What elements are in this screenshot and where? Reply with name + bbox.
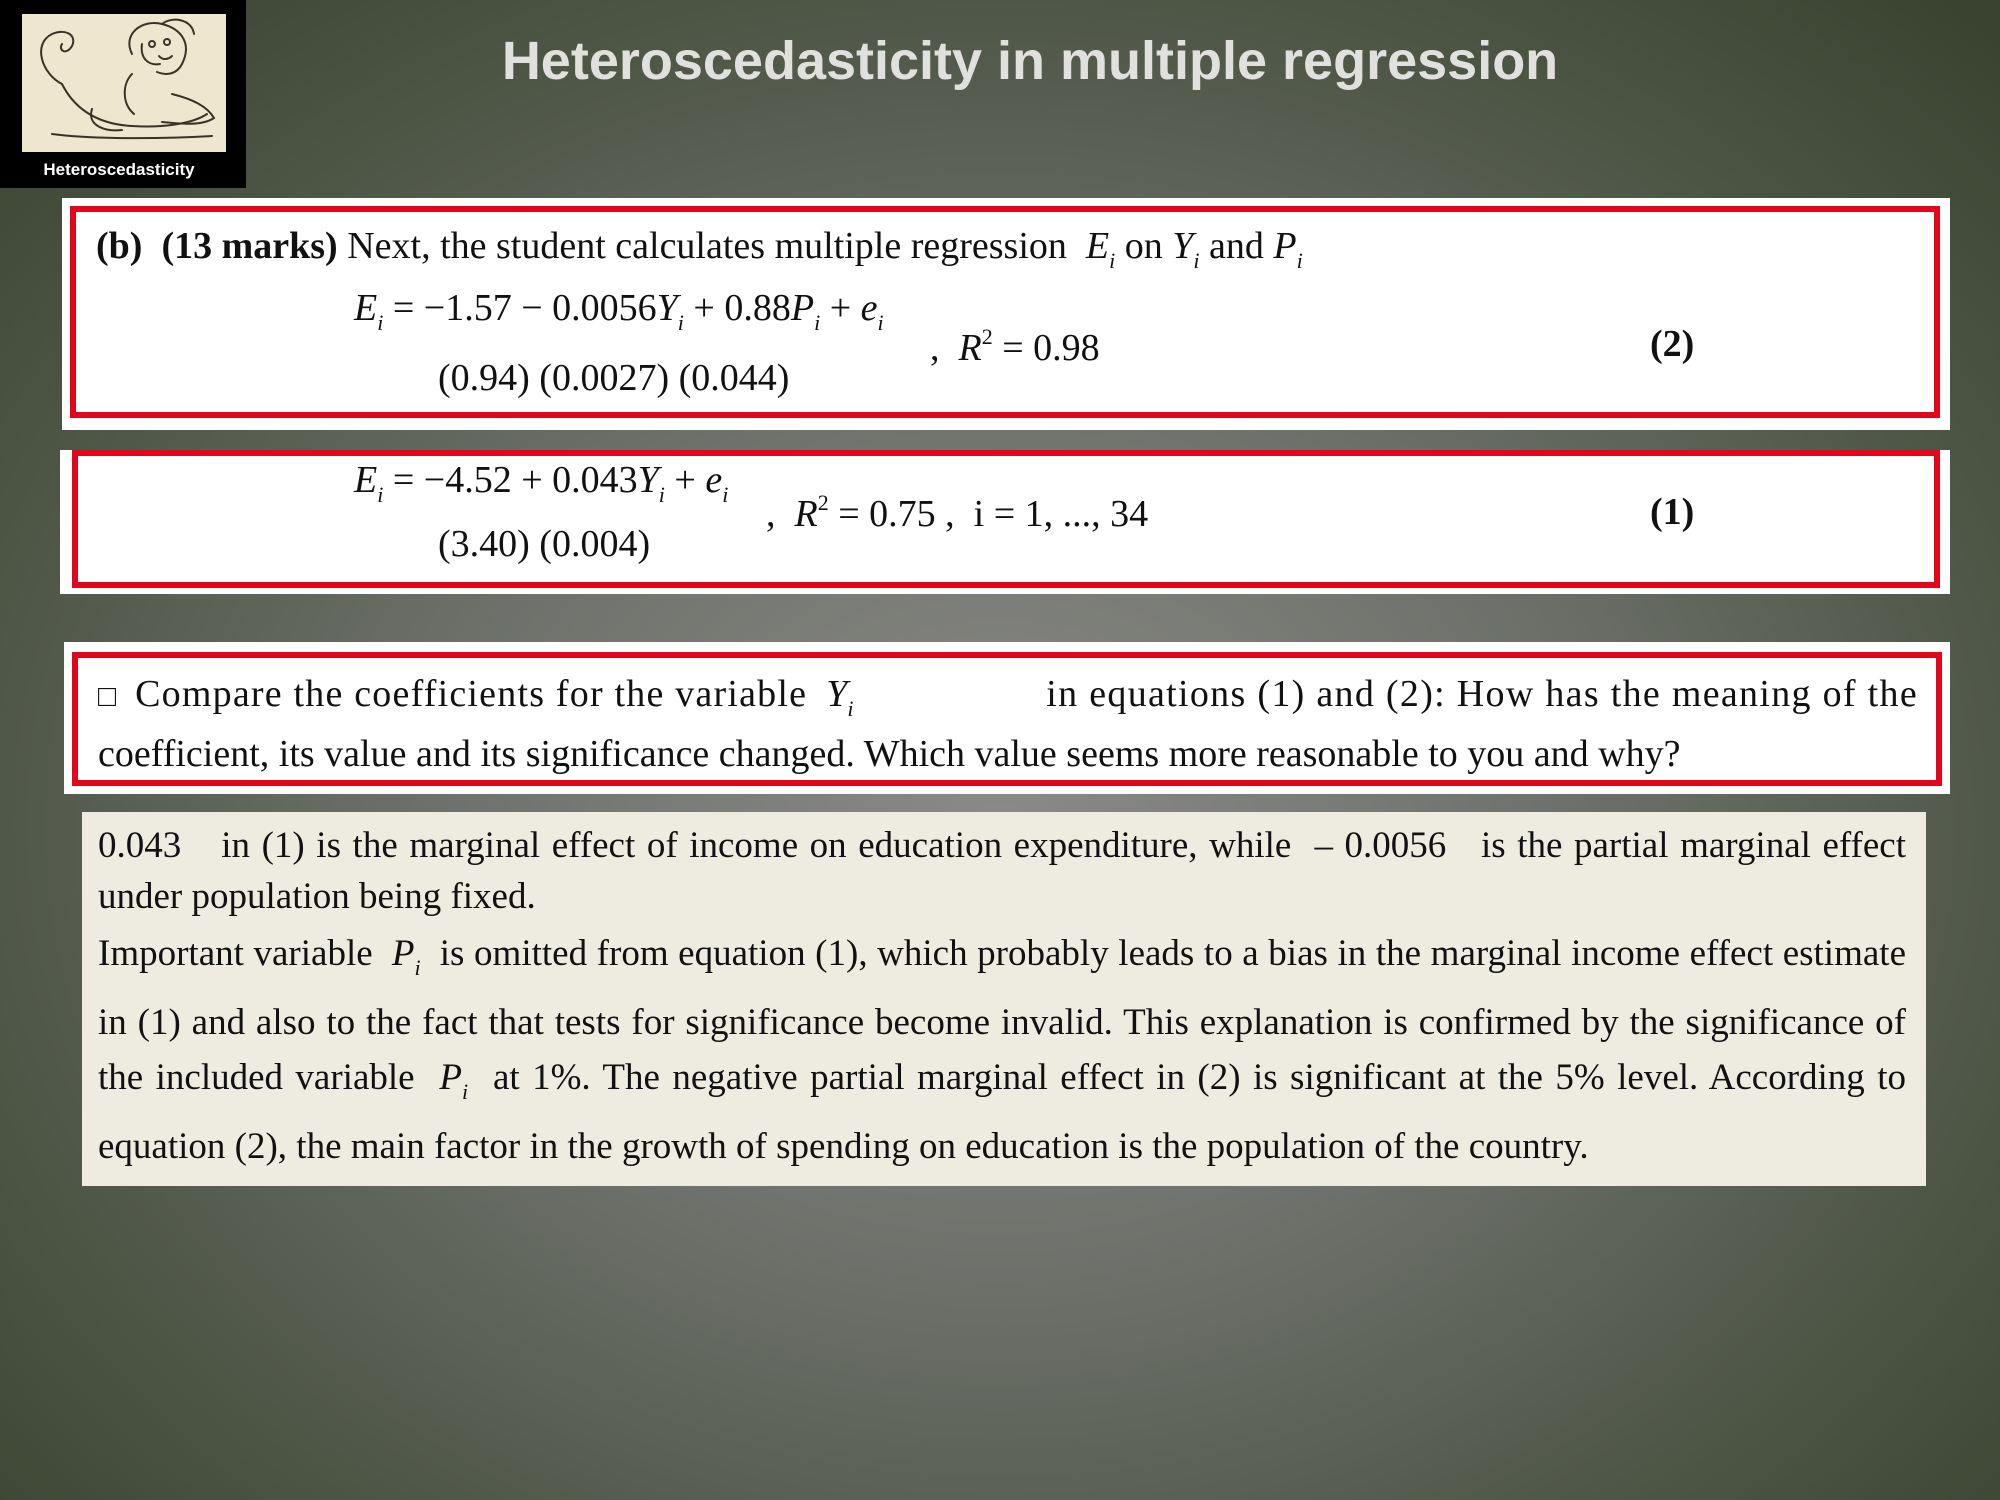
question-line-2: coefficient, its value and its significance changed. Which value seems more reasonable to you and why? xyxy=(98,733,1681,775)
question-panel xyxy=(64,642,1950,794)
r-squared-1: , $R^2 = 0.75$ , i = 1, ..., 34 xyxy=(766,490,1149,535)
logo-label: Heteroscedasticity xyxy=(43,160,195,179)
slide-title: Heteroscedasticity in multiple regression xyxy=(501,31,1559,91)
logo xyxy=(0,0,246,188)
answer-paragraph-2: Important variable $P_i$ is omitted from equation (1), which probably leads to a bias in the marginal income effect estimate in (1) and also to the fact that tests for significance become invalid. This explanation is confirmed by the significance of the included variable $P_i$ at 1%. The negative partial marginal effect in (2) is significant at the 5% level. According to equation (2), the main factor in the growth of spending on education is the population of the country. xyxy=(98,933,1906,1167)
answer-paragraph-1: 0.043 in (1) is the marginal effect of income on education expenditure, while – 0.0056 is the partial marginal effect under population being fixed. xyxy=(98,825,1906,917)
standard-errors-1: (3.40) (0.004) xyxy=(438,523,651,565)
equation-number-1: (1) xyxy=(1650,491,1695,533)
equation-1-panel xyxy=(60,450,1950,594)
standard-errors-2: (0.94) (0.0027) (0.044) xyxy=(438,357,790,399)
answer-panel xyxy=(82,812,1926,1186)
question-line-1: □ Compare the coefficients for the variable $Y_i$ in equations (1) and (2): How has the meaning of the xyxy=(98,673,1918,721)
dog-illustration xyxy=(22,14,226,152)
equation-number-2: (2) xyxy=(1650,323,1695,365)
dog-sketch-icon xyxy=(22,14,226,152)
r-squared-2: , $R^2 = 0.98$ xyxy=(930,324,1100,369)
question-b-line: (b) (13 marks) Next, the student calculates multiple regression $E_i$ on $Y_i$ and $P_i$ xyxy=(96,225,1303,273)
checkbox-icon: □ xyxy=(98,680,117,713)
equation-1: $E_i = -4.52 + 0.043Y_i + e_i$ xyxy=(354,459,729,507)
question-b-panel xyxy=(62,198,1950,430)
equation-2: $E_i = -1.57 - 0.0056Y_i + 0.88P_i + e_i$ xyxy=(354,287,884,335)
